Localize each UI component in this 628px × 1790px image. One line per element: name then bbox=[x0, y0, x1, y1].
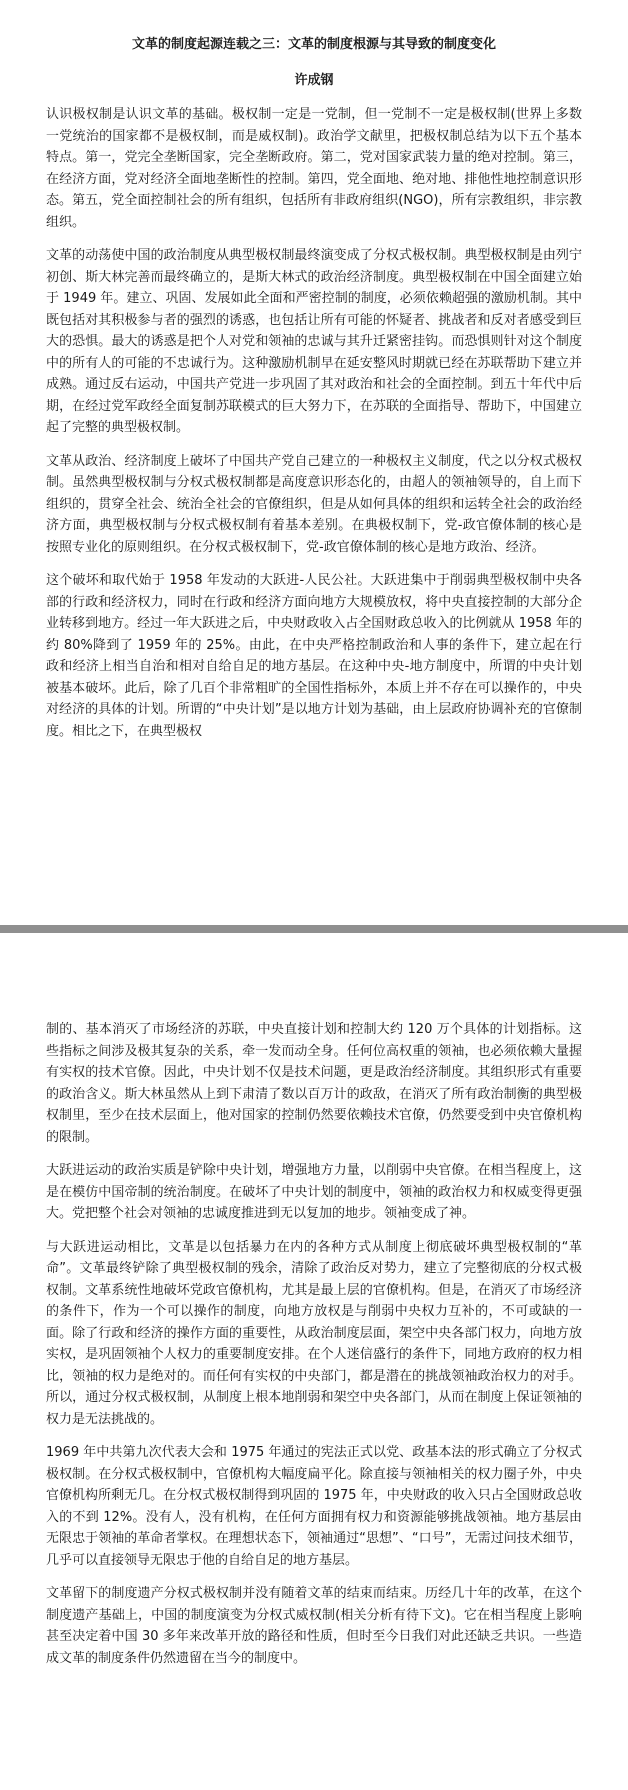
document-title: 文革的制度起源连载之三：文革的制度根源与其导致的制度变化 bbox=[131, 37, 496, 52]
paragraph: 制的、基本消灭了市场经济的苏联，中央直接计划和控制大约 120 万个具体的计划指标。这些指标之间涉及极其复杂的关系，牵一发而动全身。任何位高权重的领袖，也必须依赖大量握有实权的技术官僚。因此，中央计划不仅是技术问题，更是政治经济制度。其组织形式有重要的政治含义。斯大林虽然从上到下肃清了数以百万计的政敌，在消灭了所有政治制衡的典型极权制里，至少在技术层面上，他对国家的控制仍然要依赖技术官僚，仍然要受到中央官僚机构的限制。 bbox=[46, 1022, 582, 1145]
page-separator bbox=[0, 925, 628, 933]
paragraph: 与大跃进运动相比，文革是以包括暴力在内的各种方式从制度上彻底破坏典型极权制的“革命”。文革最终铲除了典型极权制的残余，清除了政治反对势力，建立了完整彻底的分权式极权制。文革系统性地破坏党政官僚机构，尤其是最上层的官僚机构。但是，在消灭了市场经济的条件下，作为一个可以操作的制度，向地方放权是与削弱中央权力互补的，不可或缺的一面。除了行政和经济的操作方面的重要性，从政治制度层面，架空中央各部门权力，向地方放实权，是巩固领袖个人权力的重要制度安排。在个人迷信盛行的条件下，同地方政府的权力相比，领袖的权力是绝对的。而任何有实权的中央部门，都是潜在的挑战领袖政治权力的对手。所以，通过分权式极权制，从制度上根本地削弱和架空中央各部门，从而在制度上保证领袖的权力是无法挑战的。 bbox=[46, 1239, 582, 1427]
paragraph: 这个破坏和取代始于 1958 年发动的大跃进-人民公社。大跃进集中于削弱典型极权制中央各部的行政和经济权力，同时在行政和经济方面向地方大规模放权，将中央直接控制的大部分企业转移到地方。经过一年大跃进之后，中央财政收入占全国财政总收入的比例就从 1958 年的约 80%降到了 1959 年的 25%。由此，在中央严格控制政治和人事的条件下，建立起在行政和经济上相当自治和相对自给自足的地方基层。在这种中央-地方制度中，所谓的中央计划被基本破坏。此后，除了几百个非常粗旷的全国性指标外，本质上并不存在可以操作的，中央对经济的具体的计划。所谓的“中央计划”是以地方计划为基础，由上层政府协调补充的官僚制度。相比之下，在典型极权 bbox=[46, 573, 582, 739]
paragraph: 认识极权制是认识文革的基础。极权制一定是一党制，但一党制不一定是极权制(世界上多数一党统治的国家都不是极权制，而是威权制)。政治学文献里，把极权制总结为以下五个基本特点。第一，党完全垄断国家，完全垄断政府。第二，党对国家武装力量的绝对控制。第三，在经济方面，党对经济全面地垄断性的控制。第四，党全面地、绝对地、排他性地控制意识形态。第五，党全面控制社会的所有组织，包括所有非政府组织(NGO)，所有宗教组织，非宗教组织。 bbox=[46, 107, 582, 230]
document-author: 许成钢 bbox=[294, 73, 334, 88]
document-page-2 bbox=[0, 933, 628, 1790]
paragraph: 文革从政治、经济制度上破坏了中国共产党自己建立的一种极权主义制度，代之以分权式极权制。虽然典型极权制与分权式极权制都是高度意识形态化的，由超人的领袖领导的，自上而下组织的，贯穿全社会、统治全社会的官僚组织，但是从如何具体的组织和运转全社会的政治经济方面，典型极权制与分权式极权制有着基本差别。在典极权制下，党-政官僚体制的核心是按照专业化的原则组织。在分权式极权制下，党-政官僚体制的核心是地方政治、经济。 bbox=[46, 453, 582, 555]
paragraph: 文革留下的制度遗产分权式极权制并没有随着文革的结束而结束。历经几十年的改革，在这个制度遗产基础上，中国的制度演变为分权式威权制(相关分析有待下文)。它在相当程度上影响甚至决定着中国 30 多年来改革开放的路径和性质，但时至今日我们对此还缺乏共识。一些造成文革的制度条件仍然遗留在当今的制度中。 bbox=[46, 1586, 582, 1666]
paragraph: 文革的动荡使中国的政治制度从典型极权制最终演变成了分权式极权制。典型极权制是由列宁初创、斯大林完善而最终确立的，是斯大林式的政治经济制度。典型极权制在中国全面建立始于 1949 年。建立、巩固、发展如此全面和严密控制的制度，必须依赖超强的激励机制。其中既包括对其积极参与者的强烈的诱惑，也包括让所有可能的怀疑者、挑战者和反对者感受到巨大的恐惧。最大的诱惑是把个人对党和领袖的忠诚与其升迁紧密挂钩。而恐惧则针对这个制度中的所有人的可能的不忠诚行为。这种激励机制早在延安整风时期就已经在苏联帮助下建立并成熟。通过反右运动，中国共产党进一步巩固了其对政治和社会的全面控制。到五十年代中后期，在经过党军政经全面复制苏联模式的巨大努力下，在苏联的全面指导、帮助下，中国建立起了完整的典型极权制。 bbox=[46, 248, 582, 435]
paragraph: 大跃进运动的政治实质是铲除中央计划，增强地方力量，以削弱中央官僚。在相当程度上，这是在模仿中国帝制的统治制度。在破坏了中央计划的制度中，领袖的政治权力和权威变得更强大。党把整个社会对领袖的忠诚度推进到无以复加的地步。领袖变成了神。 bbox=[46, 1163, 582, 1221]
paragraph: 1969 年中共第九次代表大会和 1975 年通过的宪法正式以党、政基本法的形式确立了分权式极权制。在分权式极权制中，官僚机构大幅度扁平化。除直接与领袖相关的权力圈子外，中央官僚机构所剩无几。在分权式极权制得到巩固的 1975 年，中央财政的收入只占全国财政总收入的不到 12%。没有人，没有机构，在任何方面拥有权力和资源能够挑战领袖。地方基层由无限忠于领袖的革命者掌权。在理想状态下，领袖通过“思想”、“口号”，无需过问技术细节，几乎可以直接领导无限忠于他的自给自足的地方基层。 bbox=[46, 1445, 582, 1568]
